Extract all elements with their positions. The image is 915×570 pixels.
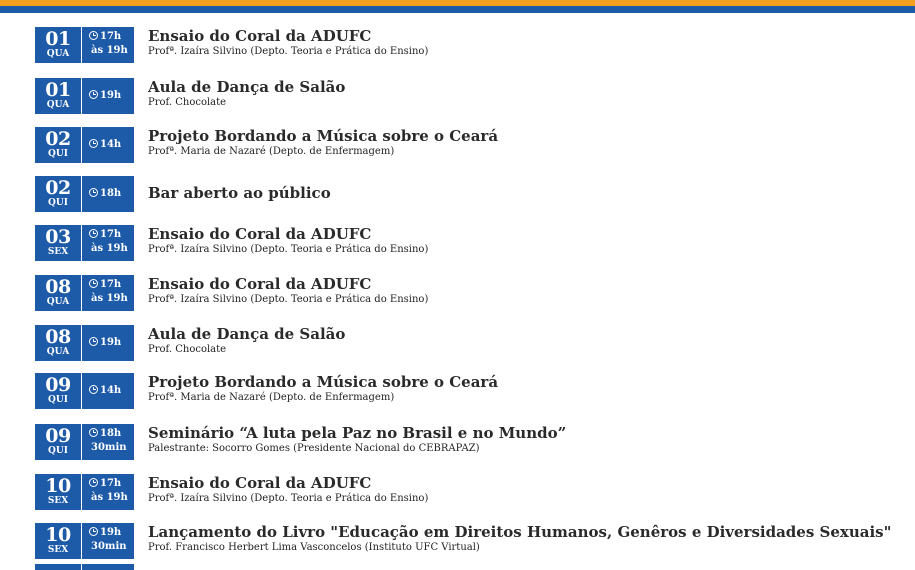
event-title: Aula de Dança de Salão xyxy=(148,325,346,343)
time-start: 14h xyxy=(100,139,122,150)
event-title: Ensaio do Coral da ADUFC xyxy=(148,275,372,293)
event-title: Lançamento do Livro "Educação em Direitos Humanos, Genêros e Diversidades Sexuais" xyxy=(148,523,892,541)
day-number: 01 xyxy=(45,79,71,101)
time-start: 17h xyxy=(100,478,122,489)
time-start-line xyxy=(82,138,134,152)
day-number: 08 xyxy=(45,276,71,298)
time-start: 19h xyxy=(100,337,122,348)
event-title: Ensaio do Coral da ADUFC xyxy=(148,225,372,243)
event-subtitle: Prof. Chocolate xyxy=(148,97,227,108)
weekday-label: QUA xyxy=(46,49,70,59)
time-badge xyxy=(82,474,134,510)
time-start: 19h xyxy=(100,90,122,101)
event-subtitle: Prof. Francisco Herbert Lima Vasconcelos (Instituto UFC Virtual) xyxy=(148,542,480,553)
time-badge xyxy=(82,424,134,460)
time-end: às 19h xyxy=(91,243,128,254)
clock-icon xyxy=(89,31,98,40)
weekday-label: QUA xyxy=(46,347,70,357)
time-badge xyxy=(82,373,134,409)
weekday-label: SEX xyxy=(47,496,69,506)
time-start-line xyxy=(82,477,134,491)
event-title: Ensaio do Coral da ADUFC xyxy=(148,27,372,45)
event-subtitle: Profª. Izaíra Silvino (Depto. Teoria e Prática do Ensino) xyxy=(148,46,429,57)
weekday-label: QUI xyxy=(48,446,68,456)
time-badge xyxy=(82,225,134,261)
event-subtitle: Profª. Maria de Nazaré (Depto. de Enfermagem) xyxy=(148,146,395,157)
weekday-label: QUI xyxy=(48,198,68,208)
time-badge xyxy=(82,27,134,63)
time-start-line xyxy=(82,89,134,103)
event-subtitle: Profª. Maria de Nazaré (Depto. de Enfermagem) xyxy=(148,392,395,403)
time-start-line xyxy=(82,30,134,44)
time-start: 17h xyxy=(100,31,122,42)
date-badge xyxy=(35,474,81,510)
time-end: às 19h xyxy=(91,293,128,304)
clock-icon xyxy=(89,527,98,536)
weekday-label: SEX xyxy=(47,545,69,555)
day-number: 01 xyxy=(45,28,71,50)
event-subtitle: Prof. Chocolate xyxy=(148,344,227,355)
clock-icon xyxy=(89,139,98,148)
time-badge xyxy=(82,523,134,559)
date-badge xyxy=(35,424,81,460)
time-start-line xyxy=(82,228,134,242)
event-row xyxy=(0,373,915,413)
date-badge xyxy=(35,373,81,409)
time-start: 17h xyxy=(100,279,122,290)
event-row xyxy=(0,523,915,563)
event-title: Projeto Bordando a Música sobre o Ceará xyxy=(148,373,499,391)
date-badge xyxy=(35,176,81,212)
weekday-label: QUI xyxy=(48,149,68,159)
event-row xyxy=(0,176,915,216)
partial-time-box xyxy=(82,564,134,570)
time-start: 18h xyxy=(100,428,122,439)
time-start: 17h xyxy=(100,229,122,240)
date-badge xyxy=(35,275,81,311)
time-start: 14h xyxy=(100,385,122,396)
day-number: 02 xyxy=(45,177,71,199)
time-badge xyxy=(82,127,134,163)
event-row xyxy=(0,78,915,118)
date-badge xyxy=(35,523,81,559)
time-start-line xyxy=(82,427,134,441)
date-badge xyxy=(35,127,81,163)
weekday-label: SEX xyxy=(47,247,69,257)
time-start: 18h xyxy=(100,188,122,199)
clock-icon xyxy=(89,478,98,487)
event-row xyxy=(0,275,915,315)
day-number: 10 xyxy=(45,524,71,546)
event-title: Bar aberto ao público xyxy=(148,184,331,202)
event-row xyxy=(0,424,915,464)
time-start-line xyxy=(82,384,134,398)
date-badge xyxy=(35,27,81,63)
time-start: 19h xyxy=(100,527,122,538)
event-row xyxy=(0,225,915,265)
time-start-line xyxy=(82,526,134,540)
event-subtitle: Palestrante: Socorro Gomes (Presidente Nacional do CEBRAPAZ) xyxy=(148,443,480,454)
event-title: Projeto Bordando a Música sobre o Ceará xyxy=(148,127,499,145)
time-start-line xyxy=(82,278,134,292)
event-subtitle: Profª. Izaíra Silvino (Depto. Teoria e Prática do Ensino) xyxy=(148,493,429,504)
time-badge xyxy=(82,275,134,311)
event-subtitle: Profª. Izaíra Silvino (Depto. Teoria e Prática do Ensino) xyxy=(148,294,429,305)
time-end: 30min xyxy=(91,541,127,552)
time-end: às 19h xyxy=(91,45,128,56)
time-badge xyxy=(82,176,134,212)
time-badge xyxy=(82,325,134,361)
time-end: às 19h xyxy=(91,492,128,503)
time-end: 30min xyxy=(91,442,127,453)
clock-icon xyxy=(89,90,98,99)
clock-icon xyxy=(89,385,98,394)
event-title: Aula de Dança de Salão xyxy=(148,78,346,96)
weekday-label: QUA xyxy=(46,297,70,307)
clock-icon xyxy=(89,229,98,238)
time-start-line xyxy=(82,336,134,350)
weekday-label: QUA xyxy=(46,100,70,110)
event-title: Ensaio do Coral da ADUFC xyxy=(148,474,372,492)
event-subtitle: Profª. Izaíra Silvino (Depto. Teoria e Prática do Ensino) xyxy=(148,244,429,255)
date-badge xyxy=(35,225,81,261)
day-number: 10 xyxy=(45,475,71,497)
clock-icon xyxy=(89,279,98,288)
day-number: 09 xyxy=(45,425,71,447)
date-badge xyxy=(35,78,81,114)
partial-date-box xyxy=(35,564,81,570)
event-row xyxy=(0,325,915,365)
event-row xyxy=(0,27,915,67)
event-row xyxy=(0,474,915,514)
day-number: 02 xyxy=(45,128,71,150)
clock-icon xyxy=(89,337,98,346)
event-row xyxy=(0,127,915,167)
day-number: 08 xyxy=(45,326,71,348)
event-title: Seminário “A luta pela Paz no Brasil e no Mundo” xyxy=(148,424,567,442)
date-badge xyxy=(35,325,81,361)
weekday-label: QUI xyxy=(48,395,68,405)
clock-icon xyxy=(89,188,98,197)
day-number: 09 xyxy=(45,374,71,396)
time-badge xyxy=(82,78,134,114)
day-number: 03 xyxy=(45,226,71,248)
clock-icon xyxy=(89,428,98,437)
time-start-line xyxy=(82,187,134,201)
